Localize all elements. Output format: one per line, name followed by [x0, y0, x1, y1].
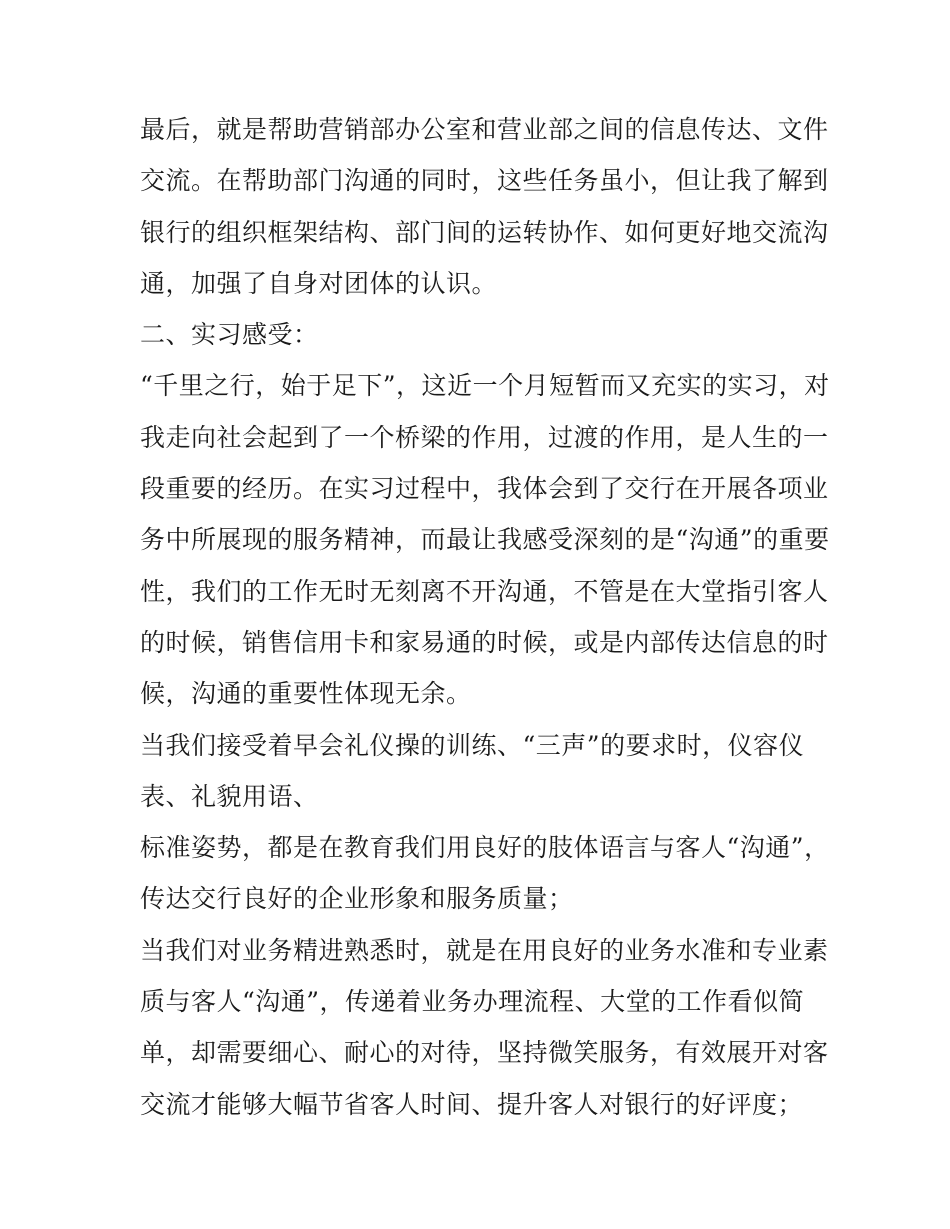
text-line: 性，我们的工作无时无刻离不开沟通，不管是在大堂指引客人 — [140, 576, 829, 606]
text-line: 最后，就是帮助营销部办公室和营业部之间的信息传达、文件 — [140, 115, 829, 144]
text-line: 银行的组织框架结构、部门间的运转协作、如何更好地交流沟 — [140, 217, 829, 247]
text-line: 我走向社会起到了一个桥梁的作用，过渡的作用，是人生的一 — [140, 422, 829, 452]
text-line: 标准姿势，都是在教育我们用良好的肢体语言与客人“沟通”， — [140, 833, 830, 863]
text-line: 的时候，销售信用卡和家易通的时候，或是内部传达信息的时 — [140, 627, 829, 657]
text-line: 质与客人“沟通”，传递着业务办理流程、大堂的工作看似简 — [140, 987, 805, 1017]
text-line: 单，却需要细心、耐心的对待，坚持微笑服务，有效展开对客 — [140, 1038, 829, 1068]
text-line: “千里之行，始于足下”，这近一个月短暂而又充实的实习，对 — [140, 371, 830, 401]
text-line: 交流才能够大幅节省客人时间、提升客人对银行的好评度； — [140, 1089, 804, 1119]
section-heading: 二、实习感受： — [140, 320, 319, 350]
text-line: 务中所展现的服务精神，而最让我感受深刻的是“沟通”的重要 — [140, 525, 830, 555]
text-line: 传达交行良好的企业形象和服务质量； — [140, 884, 574, 914]
body-text — [140, 108, 830, 1134]
text-line: 表、礼貌用语、 — [140, 781, 319, 811]
text-line: 候，沟通的重要性体现无余。 — [140, 679, 472, 709]
text-line: 段重要的经历。在实习过程中，我体会到了交行在开展各项业 — [140, 474, 829, 504]
text-line: 当我们对业务精进熟悉时，就是在用良好的业务水准和专业素 — [140, 935, 829, 965]
text-line: 交流。在帮助部门沟通的同时，这些任务虽小，但让我了解到 — [140, 166, 829, 196]
text-line: 通，加强了自身对团体的认识。 — [140, 268, 498, 298]
text-line: 当我们接受着早会礼仪操的训练、“三声”的要求时，仪容仪 — [140, 730, 805, 760]
